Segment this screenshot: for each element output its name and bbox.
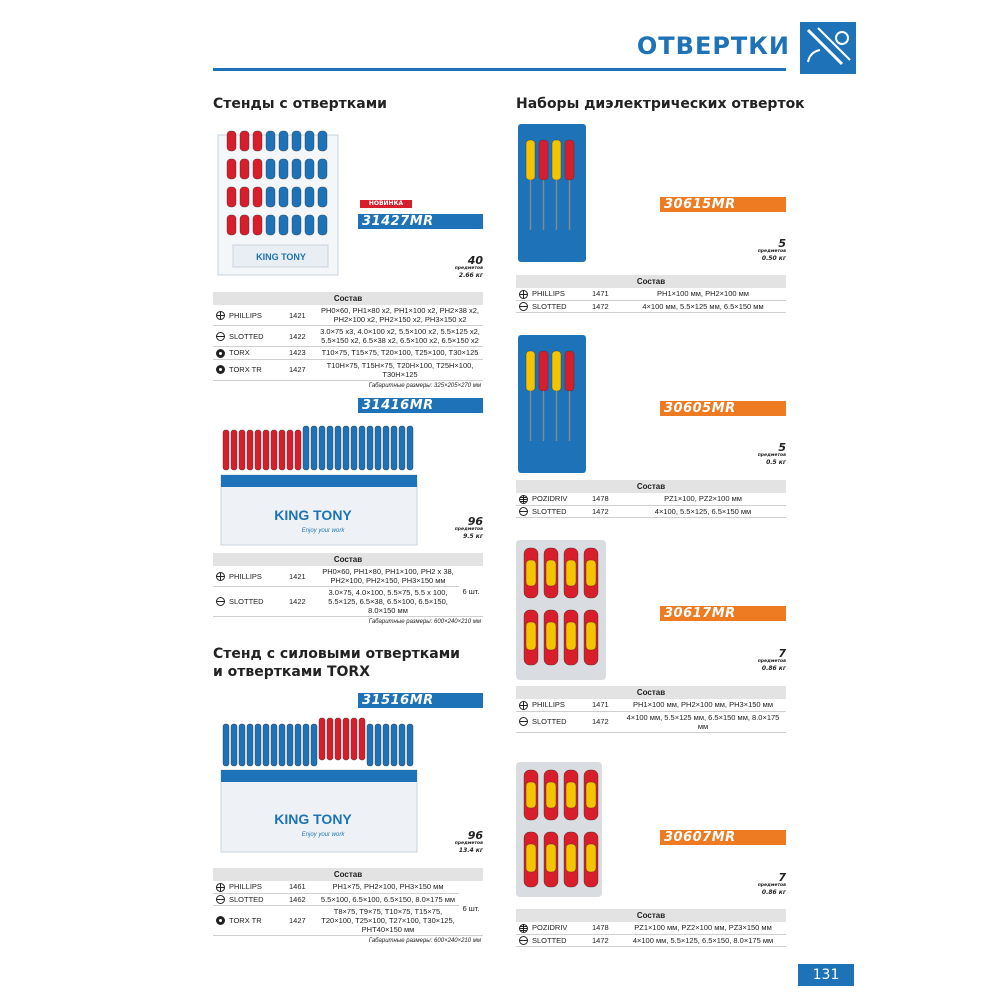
spec-table-header: Состав [213,292,483,305]
slotted-icon [519,507,528,516]
slotted-icon [216,332,225,341]
spec-table-30617mr: Состав PHILLIPS 1471 PH1×100 мм, PH2×100 мм, PH3×150 мм SLOTTED 1472 4×100 мм, 5.5×125 мм, 6.5×150 мм, 8.0×175 мм [516,686,786,733]
product-qty-30607mr: 7 предметов 0.86 кг [757,871,786,896]
product-code-31427mr: 31427MR [358,214,483,229]
page-heading: ОТВЕРТКИ [636,32,790,60]
phillips-icon [216,311,225,320]
product-qty-31416mr: 96 предметов 9.5 кг [454,515,483,540]
new-badge: НОВИНКА [360,200,412,208]
product-code-30617mr: 30617MR [660,606,786,621]
product-qty-31427mr: 40 предметов 2.66 кг [454,254,483,279]
svg-text:Enjoy your work: Enjoy your work [301,528,345,534]
phillips-icon [519,290,528,299]
phillips-icon [519,701,528,710]
dimensions-note: Габаритные размеры: 325×205×270 мм [213,380,483,392]
product-qty-30617mr: 7 предметов 0.86 кг [757,647,786,672]
torx-icon [216,349,225,358]
svg-text:Enjoy your work: Enjoy your work [301,832,345,838]
header-rule [213,68,786,71]
product-image-30605mr [516,333,588,475]
product-code-31416mr: 31416MR [358,398,483,413]
product-image-30607mr [516,762,602,897]
slotted-icon [519,936,528,945]
product-image-30617mr [516,540,606,680]
section-title-insulated-sets: Наборы диэлектрических отверток [516,96,805,112]
slotted-icon [519,717,528,726]
spec-table-30605mr: Состав POZIDRIV 1478 PZ1×100, PZ2×100 мм SLOTTED 1472 4×100, 5.5×125, 6.5×150 мм [516,480,786,518]
spec-table-30607mr: Состав POZIDRIV 1478 PZ1×100 мм, PZ2×100 мм, PZ3×150 мм SLOTTED 1472 4×100 мм, 5.5×125, 6.5×150, 8.0×175 мм [516,909,786,947]
product-code-30615mr: 30615MR [660,197,786,212]
section-title-stands: Стенды с отвертками [213,96,387,112]
phillips-icon [216,883,225,892]
product-code-30607mr: 30607MR [660,830,786,845]
svg-text:KING TONY: KING TONY [256,252,306,262]
screwdriver-icon [800,22,856,74]
pozidriv-icon [519,924,528,933]
spec-table-30615mr: Состав PHILLIPS 1471 PH1×100 мм, PH2×100 мм SLOTTED 1472 4×100 мм, 5.5×125 мм, 6.5×150 мм [516,275,786,313]
slotted-icon [216,597,225,606]
product-code-30605mr: 30605MR [660,401,786,416]
svg-text:KING TONY: KING TONY [274,811,352,827]
product-image-31427mr [213,125,343,285]
product-image-31516mr [213,712,423,857]
dimensions-note: Габаритные размеры: 600×240×210 мм [213,936,483,948]
pozidriv-icon [519,495,528,504]
product-image-30615mr [516,122,588,272]
spec-table-31416mr: Состав PHILLIPS 1421 PH0×60, PH1×80, PH1×100, PH2 x 38, PH2×100, PH2×150, PH3×150 мм 6 шт. SLOTTED 1422 3.0×75, 4.0×100, 5.5×75, 5.5 x 100, 5.5×125, 6.5×38, 6.5×100, 6.5×150, 8.0×150 мм Габаритные размеры: 600×240×210 мм [213,553,483,628]
section-title-power-stand: Стенд с силовыми отвертками и отвертками TORX [213,646,460,680]
slotted-icon [216,895,225,904]
product-qty-30615mr: 5 предметов 0.50 кг [757,237,786,262]
product-code-31516mr: 31516MR [358,693,483,708]
product-qty-31516mr: 96 предметов 13.4 кг [454,829,483,854]
torx-tr-icon [216,916,225,925]
spec-table-31516mr: Состав PHILLIPS 1461 PH1×75, PH2×100, PH3×150 мм 6 шт. SLOTTED 1462 5.5×100, 6.5×100, 6.5×150, 8.0×175 мм TORX TR 1427 T8×75, T9×75, T10×75, T15×75, T20×100, T25×100, T27×100, T30×125, PHT40×150 мм Габаритные размеры: 600×240×210 мм [213,868,483,947]
spec-table-31427mr: Состав PHILLIPS 1421 PH0×60, PH1×80 x2, PH1×100 x2, PH2×38 x2, PH2×100 x2, PH2×150 x2, PH3×150 x2 SLOTTED 1422 3.0×75 x3, 4.0×100 x2, 5.5×100 x2, 5.5×125 x2, 5.5×150 x2, 6.5×38 x2, 6.5×100 x2, 6.5×150 x2 TORX 1423 T10×75, T15×75, T20×100, T25×100, T30×125 TORX TR 1427 T10H×75, T15H×75, T20H×100, T25H×100, T30H×125 Габаритные размеры: 325×205×270 мм [213,292,483,392]
dimensions-note: Габаритные размеры: 600×240×210 мм [213,617,483,629]
svg-text:KING TONY: KING TONY [274,507,352,523]
product-image-31416mr [213,420,423,550]
slotted-icon [519,302,528,311]
page-number: 131 [798,964,854,986]
torx-tr-icon [216,365,225,374]
product-qty-30605mr: 5 предметов 0.5 кг [757,441,786,466]
phillips-icon [216,572,225,581]
